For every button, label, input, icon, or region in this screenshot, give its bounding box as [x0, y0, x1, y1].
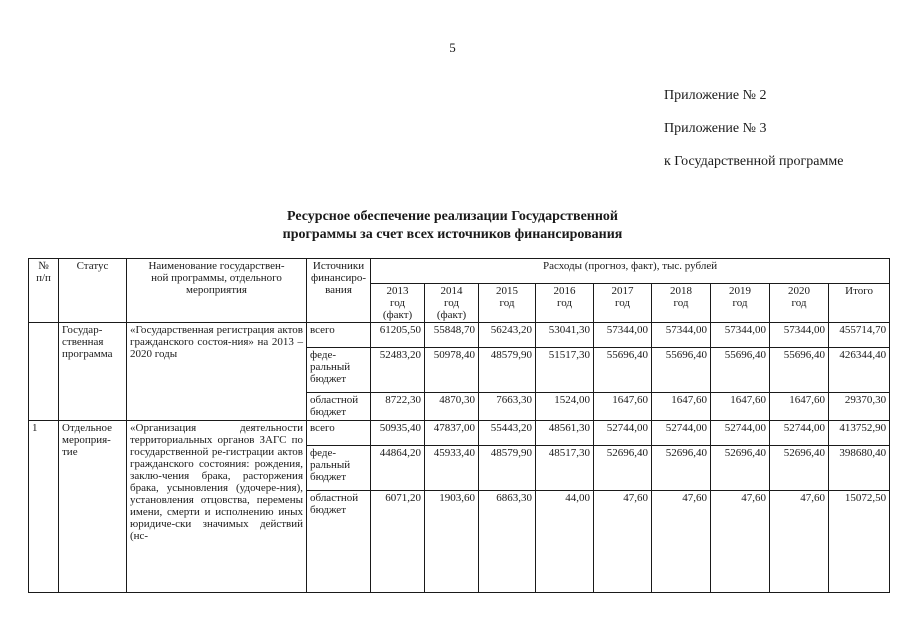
- row-funding-source: областной бюджет: [307, 393, 371, 421]
- resource-table: [28, 258, 890, 593]
- expense-cell: 55696,40: [594, 348, 652, 393]
- expense-cell: 52744,00: [711, 421, 770, 446]
- header-year-part: год: [443, 297, 460, 309]
- row-funding-source: областной бюджет: [307, 491, 371, 593]
- header-name: Наименование государствен- ной программы, отдельного мероприятия: [127, 259, 307, 323]
- header-year-part: Итого: [845, 285, 873, 297]
- row-status: Государ- ственная программа: [59, 323, 127, 421]
- header-year-2: [479, 284, 536, 323]
- header-year-5: [652, 284, 711, 323]
- expense-cell: 1524,00: [536, 393, 594, 421]
- document-title-line-1: Ресурсное обеспечение реализации Государственной: [287, 209, 618, 224]
- expense-cell: 50978,40: [425, 348, 479, 393]
- expense-cell: 47837,00: [425, 421, 479, 446]
- header-number: № п/п: [29, 259, 59, 323]
- expense-cell: 55696,40: [770, 348, 829, 393]
- expense-cell: 48517,30: [536, 446, 594, 491]
- table-row: [29, 323, 890, 348]
- expense-cell: 47,60: [711, 491, 770, 593]
- table-row: [29, 421, 890, 446]
- header-year-part: 2014: [440, 285, 463, 297]
- expense-cell: 6071,20: [371, 491, 425, 593]
- expense-cell: 44,00: [536, 491, 594, 593]
- header-year-part: год: [389, 297, 406, 309]
- page-number: 5: [449, 40, 456, 55]
- expense-cell: 56243,20: [479, 323, 536, 348]
- expense-cell: 50935,40: [371, 421, 425, 446]
- header-expenses: Расходы (прогноз, факт), тыс. рублей: [371, 259, 890, 284]
- header-year-part: год: [673, 297, 689, 309]
- expense-cell: 55696,40: [711, 348, 770, 393]
- header-year-part: 2020: [788, 285, 810, 297]
- expense-cell: 57344,00: [652, 323, 711, 348]
- expense-cell: 55696,40: [652, 348, 711, 393]
- expense-cell: 52483,20: [371, 348, 425, 393]
- header-year-part: 2019: [729, 285, 751, 297]
- expense-cell: 52696,40: [652, 446, 711, 491]
- header-year-1: [425, 284, 479, 323]
- header-year-part: год: [499, 297, 515, 309]
- expense-cell: 45933,40: [425, 446, 479, 491]
- expense-cell: 15072,50: [829, 491, 890, 593]
- header-year-part: 2015: [496, 285, 518, 297]
- expense-cell: 52744,00: [770, 421, 829, 446]
- expense-cell: 57344,00: [711, 323, 770, 348]
- expense-cell: 52744,00: [652, 421, 711, 446]
- header-year-6: [711, 284, 770, 323]
- document-title-line-2: программы за счет всех источников финансирования: [282, 227, 623, 242]
- expense-cell: 52696,40: [711, 446, 770, 491]
- expense-cell: 29370,30: [829, 393, 890, 421]
- expense-cell: 413752,90: [829, 421, 890, 446]
- row-program-name: «Государственная регистрация актов гражданского состоя-ния» на 2013 – 2020 годы: [127, 323, 307, 421]
- header-year-part: (факт): [436, 309, 467, 321]
- header-status: Статус: [59, 259, 127, 323]
- expense-cell: 57344,00: [770, 323, 829, 348]
- header-year-0: [371, 284, 425, 323]
- appendix-heading-3: Приложение № 3: [664, 121, 767, 136]
- row-funding-source: феде- ральный бюджет: [307, 348, 371, 393]
- header-year-part: (факт): [382, 309, 413, 321]
- header-year-8: [829, 284, 890, 323]
- header-year-part: год: [556, 297, 573, 309]
- expense-cell: 61205,50: [371, 323, 425, 348]
- expense-cell: 1647,60: [711, 393, 770, 421]
- header-year-part: год: [732, 297, 748, 309]
- header-year-part: год: [614, 297, 631, 309]
- document-title: [0, 208, 905, 244]
- expense-cell: 51517,30: [536, 348, 594, 393]
- header-year-part: 2013: [386, 285, 409, 297]
- header-year-part: 2017: [611, 285, 634, 297]
- header-year-4: [594, 284, 652, 323]
- expense-cell: 1647,60: [770, 393, 829, 421]
- row-program-name: «Организация деятельности территориальных органов ЗАГС по государственной ре-гистрации актов гражданского состояния: рождения, заклю-чения брака, расторжения брака, усыновления (удочере-ния), установления отцовства, перемены имени, смерти и исполнению иных юридиче-ски значимых действий (нс-: [127, 421, 307, 593]
- row-number: [29, 323, 59, 421]
- row-status: Отдельное мероприя- тие: [59, 421, 127, 593]
- expense-cell: 57344,00: [594, 323, 652, 348]
- expense-cell: 1903,60: [425, 491, 479, 593]
- appendix-heading-2: Приложение № 2: [664, 88, 767, 103]
- appendix-reference: к Государственной программе: [664, 154, 844, 169]
- expense-cell: 47,60: [770, 491, 829, 593]
- expense-cell: 7663,30: [479, 393, 536, 421]
- expense-cell: 47,60: [652, 491, 711, 593]
- header-year-7: [770, 284, 829, 323]
- expense-cell: 6863,30: [479, 491, 536, 593]
- expense-cell: 4870,30: [425, 393, 479, 421]
- expense-cell: 1647,60: [652, 393, 711, 421]
- expense-cell: 44864,20: [371, 446, 425, 491]
- expense-cell: 55848,70: [425, 323, 479, 348]
- row-funding-source: всего: [307, 323, 371, 348]
- expense-cell: 48579,90: [479, 348, 536, 393]
- expense-cell: 52696,40: [594, 446, 652, 491]
- header-source: Источники финансиро- вания: [307, 259, 371, 323]
- row-number: 1: [29, 421, 59, 593]
- expense-cell: 426344,40: [829, 348, 890, 393]
- expense-cell: 8722,30: [371, 393, 425, 421]
- header-year-part: год: [791, 297, 807, 309]
- expense-cell: 55443,20: [479, 421, 536, 446]
- expense-cell: 48561,30: [536, 421, 594, 446]
- expense-cell: 52696,40: [770, 446, 829, 491]
- row-funding-source: всего: [307, 421, 371, 446]
- expense-cell: 48579,90: [479, 446, 536, 491]
- expense-cell: 53041,30: [536, 323, 594, 348]
- row-funding-source: феде- ральный бюджет: [307, 446, 371, 491]
- expense-cell: 398680,40: [829, 446, 890, 491]
- expense-cell: 47,60: [594, 491, 652, 593]
- expense-cell: 52744,00: [594, 421, 652, 446]
- expense-cell: 1647,60: [594, 393, 652, 421]
- header-year-3: [536, 284, 594, 323]
- header-year-part: 2016: [553, 285, 576, 297]
- header-year-part: 2018: [670, 285, 692, 297]
- expense-cell: 455714,70: [829, 323, 890, 348]
